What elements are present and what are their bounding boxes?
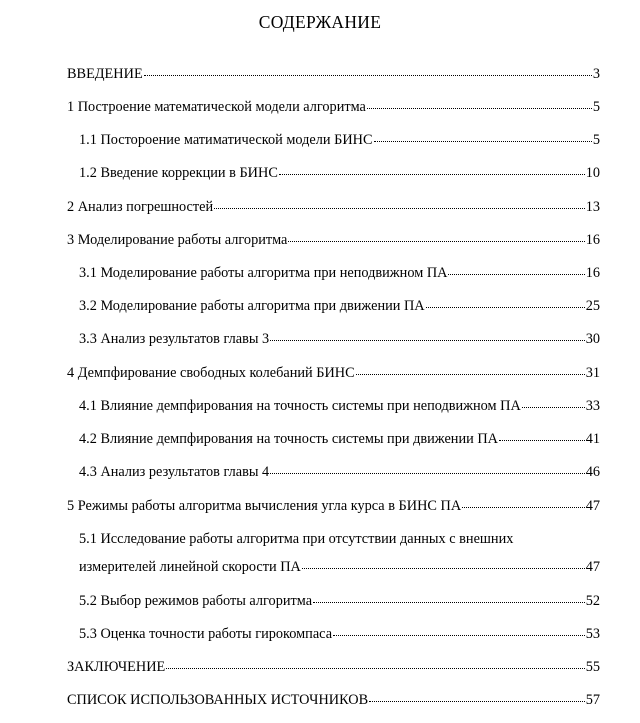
toc-entry-chapter-1[interactable] [67,99,600,116]
dot-leader [499,439,585,441]
toc-entry-section-4-2[interactable] [79,431,600,448]
dot-leader [333,634,585,636]
toc-page-number: 55 [585,659,600,675]
toc-entry-text: 1.2 Введение коррекции в БИНС [79,165,278,181]
toc-page-number: 33 [585,398,600,414]
toc-page-number: 57 [585,692,600,708]
dot-leader [313,601,585,603]
toc-page-number: 25 [585,298,600,314]
toc-page-number: 3 [592,66,600,82]
toc-entry-text: 1 Построение математической модели алгоритма [67,99,366,115]
toc-entry-text: 3.2 Моделирование работы алгоритма при движении ПА [79,298,425,314]
toc-entry-section-5-1[interactable] [79,559,600,576]
toc-entry-chapter-2[interactable] [67,199,600,216]
toc-page-number: 5 [592,99,600,115]
toc-entry-section-1-1[interactable] [79,132,600,149]
toc-page-number: 13 [585,199,600,215]
dot-leader [367,107,592,109]
toc-page-number: 30 [585,331,600,347]
page-title: СОДЕРЖАНИЕ [258,12,382,32]
toc-entry-section-3-2[interactable] [79,298,600,315]
dot-leader [144,74,592,76]
toc-entry-text: 4.3 Анализ результатов главы 4 [79,464,270,480]
dot-leader [369,700,585,702]
toc-entry-text: 2 Анализ погрешностей [67,199,214,215]
dot-leader [166,667,584,669]
toc-entry-section-4-1[interactable] [79,398,600,415]
toc-page-number: 10 [585,165,600,181]
toc-page-number: 5 [592,132,600,148]
toc-entry-text: 3.3 Анализ результатов главы 3 [79,331,270,347]
toc-entry-text: 5.2 Выбор режимов работы алгоритма [79,593,313,609]
toc-entry-chapter-5[interactable] [67,498,600,515]
toc-entry-text: 5.3 Оценка точности работы гирокомпаса [79,626,333,642]
toc-entry-section-3-1[interactable] [79,265,600,282]
toc-entry-text: измерителей линейной скорости ПА [79,559,301,575]
toc-entry-text: 3 Моделирование работы алгоритма [67,232,288,248]
toc-page-number: 52 [585,593,600,609]
dot-leader [356,373,585,375]
toc-entry-section-5-1-line-1[interactable]: 5.1 Исследование работы алгоритма при отсутствии данных с внешних [79,531,514,547]
toc-page-number: 16 [585,265,600,281]
toc-entry-section-3-3[interactable] [79,331,600,348]
dot-leader [214,207,585,209]
toc-page-number: 16 [585,232,600,248]
toc-entry-section-1-2[interactable] [79,165,600,182]
toc-entry-text: ВВЕДЕНИЕ [67,66,143,82]
dot-leader [448,273,584,275]
toc-entry-introduction[interactable] [67,66,600,83]
toc-entry-section-5-3[interactable] [79,626,600,643]
dot-leader [426,306,585,308]
toc-page-number: 46 [585,464,600,480]
toc-entry-text: СПИСОК ИСПОЛЬЗОВАННЫХ ИСТОЧНИКОВ [67,692,369,708]
dot-leader [270,339,585,341]
dot-leader [270,472,585,474]
toc-page-number: 47 [585,498,600,514]
dot-leader [279,173,585,175]
toc-entry-chapter-3[interactable] [67,232,600,249]
toc-entry-text: 4.2 Влияние демпфирования на точность системы при движении ПА [79,431,498,447]
dot-leader [462,506,585,508]
dot-leader [522,406,585,408]
dot-leader [374,140,592,142]
toc-entry-text: 4.1 Влияние демпфирования на точность системы при неподвижном ПА [79,398,521,414]
dot-leader [288,240,584,242]
toc-entry-section-4-3[interactable] [79,464,600,481]
toc-entry-text: 4 Демпфирование свободных колебаний БИНС [67,365,355,381]
dot-leader [302,567,585,569]
toc-entry-chapter-4[interactable] [67,365,600,382]
toc-page-number: 47 [585,559,600,575]
toc-entry-section-5-2[interactable] [79,593,600,610]
toc-page-number: 31 [585,365,600,381]
toc-entry-text: 1.1 Постороение матиматической модели БИНС [79,132,373,148]
toc-page-number: 53 [585,626,600,642]
toc-entry-text: 5 Режимы работы алгоритма вычисления угла курса в БИНС ПА [67,498,462,514]
toc-page-number: 41 [585,431,600,447]
toc-entry-conclusion[interactable] [67,659,600,676]
toc-entry-text: 3.1 Моделирование работы алгоритма при неподвижном ПА [79,265,448,281]
toc-entry-text: ЗАКЛЮЧЕНИЕ [67,659,166,675]
toc-entry-references[interactable] [67,692,600,709]
